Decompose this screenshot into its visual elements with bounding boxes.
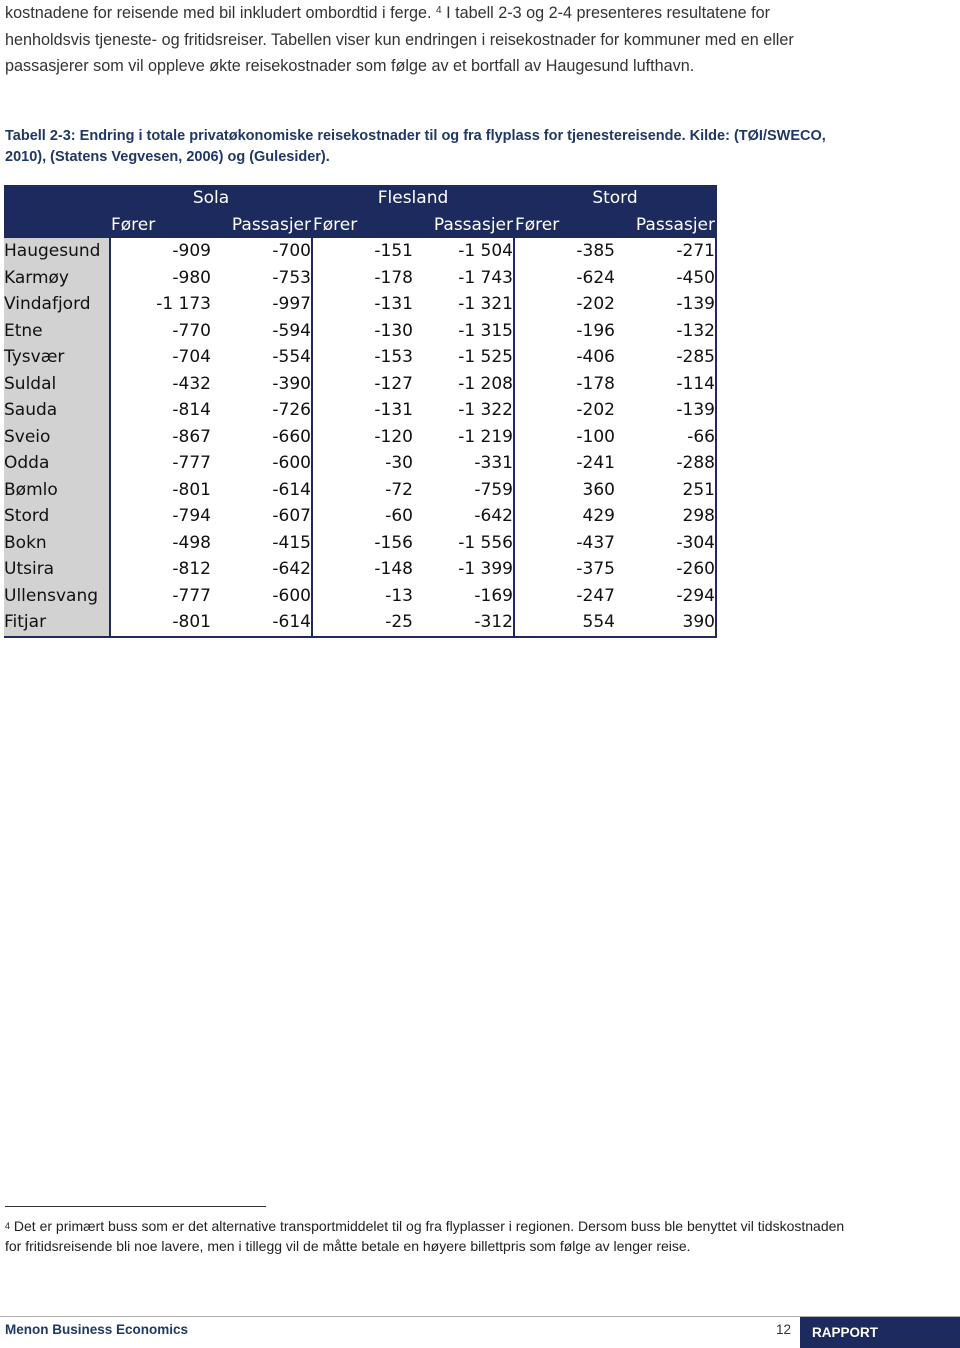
row-label: Suldal — [4, 371, 110, 398]
group-header-stord: Stord — [514, 185, 716, 212]
footer-company: Menon Business Economics — [5, 1322, 189, 1337]
table-cell: -312 — [413, 609, 514, 637]
table-cell: -196 — [514, 318, 615, 345]
sub-header-passenger: Passasjer — [211, 212, 312, 239]
table-cell: -375 — [514, 556, 615, 583]
table-cell: -1 173 — [110, 291, 211, 318]
table-cell: -801 — [110, 609, 211, 637]
table-cell: -294 — [615, 583, 716, 610]
table-row — [4, 477, 716, 504]
table-cell: -139 — [615, 291, 716, 318]
row-label: Sveio — [4, 424, 110, 451]
table-cell: -498 — [110, 530, 211, 557]
table-cell: -13 — [312, 583, 413, 610]
table-cell: -980 — [110, 265, 211, 292]
table-cell: 429 — [514, 503, 615, 530]
table-cell: -1 219 — [458, 426, 513, 447]
table-cell: -704 — [110, 344, 211, 371]
row-label: Bømlo — [4, 477, 110, 504]
row-label: Ullensvang — [4, 583, 110, 610]
table-body — [4, 238, 716, 637]
row-label: Sauda — [4, 397, 110, 424]
sub-header-driver: Fører — [110, 212, 211, 239]
table-cell: -642 — [272, 559, 311, 579]
intro-paragraph — [5, 0, 845, 80]
table-cell: -131 — [312, 397, 413, 424]
table-cell: -304 — [615, 530, 716, 557]
table-cell: -450 — [615, 265, 716, 292]
group-header-flesland: Flesland — [312, 185, 514, 212]
table-cell: -260 — [615, 556, 716, 583]
table-caption: Tabell 2-3: Endring i totale privatøkonomiske reisekostnader til og fra flyplass for tjenestereisende. Kilde: (TØI/SWECO, 2010), (Statens Vegvesen, 2006) og (Gulesider). — [5, 128, 826, 165]
table-cell: -1 315 — [458, 320, 513, 341]
footnote-divider — [5, 1206, 266, 1207]
table-cell: 554 — [514, 609, 615, 637]
table-cell: -241 — [514, 450, 615, 477]
table-row — [4, 609, 716, 637]
table-cell: -1 525 — [458, 347, 513, 367]
table-cell: -777 — [110, 450, 211, 477]
table-cell: -660 — [272, 426, 311, 447]
footnote-text: Det er primært buss som er det alternative transportmiddelet til og fra flyplasser i regionen. Dersom buss ble benyttet vil tidskostnaden for fritidsreisende bli noe lavere, men i tillegg vil de måtte betale en høyere billettpris som følge av lenger reise. — [5, 1218, 845, 1254]
table-cell: -770 — [110, 318, 211, 345]
table-cell: -127 — [312, 371, 413, 398]
table-sub-header-row — [4, 212, 716, 239]
table-row — [4, 583, 716, 610]
table-cell: -406 — [514, 344, 615, 371]
table-cell: -247 — [514, 583, 615, 610]
table-cell: -151 — [312, 238, 413, 265]
table-row — [4, 238, 716, 265]
table-cell: -156 — [312, 530, 413, 557]
table-cell: -1 208 — [458, 373, 513, 394]
table-row — [4, 344, 716, 371]
table-row — [4, 265, 716, 292]
row-label: Etne — [4, 318, 110, 345]
table-cell: -1 399 — [458, 559, 513, 579]
table-cell: -139 — [615, 397, 716, 424]
table-cell: -777 — [110, 583, 211, 610]
cost-change-table — [4, 185, 717, 638]
table-cell: -130 — [312, 318, 413, 345]
table-cell: -909 — [110, 238, 211, 265]
table-cell: -1 556 — [458, 532, 513, 553]
table-cell: -169 — [474, 585, 513, 606]
table-cell: 390 — [615, 609, 716, 637]
row-label: Bokn — [4, 530, 110, 557]
table-cell: -801 — [110, 477, 211, 504]
intro-line-3: passasjerer som vil oppleve økte reisekostnader som følge av et bortfall av Haugesund lufthavn. — [5, 57, 695, 75]
table-cell: -554 — [272, 347, 311, 367]
table-cell: -271 — [615, 238, 716, 265]
footnote — [5, 1216, 845, 1256]
header-corner — [4, 185, 110, 212]
report-badge: RAPPORT — [800, 1317, 960, 1348]
table-cell: -285 — [615, 344, 716, 371]
table-row — [4, 318, 716, 345]
table-cell: -607 — [272, 506, 311, 526]
table-cell: -437 — [514, 530, 615, 557]
table-cell: -100 — [514, 424, 615, 451]
table-cell: -153 — [312, 344, 413, 371]
table-cell: -614 — [272, 479, 311, 500]
row-label: Odda — [4, 450, 110, 477]
intro-text: kostnadene for reisende med bil inkludert ombordtid i ferge. — [5, 4, 432, 22]
table-cell: -390 — [272, 373, 311, 394]
table-cell: -1 504 — [458, 241, 513, 261]
header-corner — [4, 212, 110, 239]
table-cell: -60 — [312, 503, 413, 530]
table-cell: -30 — [312, 450, 413, 477]
table-cell: -1 743 — [458, 267, 513, 288]
intro-text: I tabell 2-3 og 2-4 presenteres resultatene for — [446, 4, 771, 22]
table-cell: -120 — [312, 424, 413, 451]
table-cell: -867 — [110, 424, 211, 451]
table-cell: -614 — [211, 609, 312, 637]
table-cell: 251 — [615, 477, 716, 504]
table-cell: -812 — [110, 556, 211, 583]
table-cell: -132 — [615, 318, 716, 345]
table-cell: -600 — [272, 585, 311, 606]
sub-header-driver: Fører — [312, 212, 413, 239]
table-cell: -594 — [272, 320, 311, 341]
table-row — [4, 503, 716, 530]
sub-header-passenger: Passasjer — [413, 212, 514, 239]
table-cell: -1 322 — [458, 400, 513, 420]
table-cell: -178 — [514, 371, 615, 398]
table-row — [4, 424, 716, 451]
sub-header-driver: Fører — [514, 212, 615, 239]
table-cell: -759 — [474, 479, 513, 500]
table-cell: -1 321 — [458, 294, 513, 314]
row-label: Stord — [4, 503, 110, 530]
table-cell: -66 — [615, 424, 716, 451]
table-cell: -25 — [312, 609, 413, 637]
intro-line-2: henholdsvis tjeneste- og fritidsreiser. Tabellen viser kun endringen i reisekostnader for kommuner med en eller — [5, 30, 794, 49]
table-cell: -202 — [514, 291, 615, 318]
table-cell: -331 — [474, 453, 513, 473]
row-label: Utsira — [4, 556, 110, 583]
page-number: 12 — [776, 1322, 792, 1337]
table-cell: -642 — [474, 506, 513, 526]
footnote-ref[interactable]: 4 — [436, 5, 442, 16]
footnote-marker: 4 — [5, 1221, 11, 1231]
table-group-header-row — [4, 185, 716, 212]
table-cell: -148 — [312, 556, 413, 583]
table-cell: 298 — [615, 503, 716, 530]
table-row — [4, 450, 716, 477]
table-cell: -415 — [272, 532, 311, 553]
sub-header-passenger: Passasjer — [615, 212, 716, 239]
row-label: Haugesund — [4, 238, 110, 265]
table-cell: -131 — [312, 291, 413, 318]
table-row — [4, 530, 716, 557]
group-header-sola: Sola — [110, 185, 312, 212]
table-cell: -202 — [514, 397, 615, 424]
table-cell: -726 — [272, 400, 311, 420]
table-cell: -72 — [312, 477, 413, 504]
table-cell: -700 — [272, 241, 311, 261]
table-cell: -385 — [514, 238, 615, 265]
table-row — [4, 371, 716, 398]
row-label: Vindafjord — [4, 291, 110, 318]
row-label: Tysvær — [4, 344, 110, 371]
table-cell: -178 — [312, 265, 413, 292]
table-cell: -753 — [272, 267, 311, 288]
table-cell: -794 — [110, 503, 211, 530]
table-cell: -624 — [514, 265, 615, 292]
table-row — [4, 397, 716, 424]
row-label: Karmøy — [4, 265, 110, 292]
row-label: Fitjar — [4, 609, 110, 637]
table-cell: 360 — [514, 477, 615, 504]
table-cell: -997 — [272, 294, 311, 314]
table-cell: -114 — [615, 371, 716, 398]
table-cell: -600 — [272, 453, 311, 473]
table-row — [4, 556, 716, 583]
intro-line-1 — [5, 0, 845, 27]
table-cell: -432 — [110, 371, 211, 398]
table-cell: -288 — [615, 450, 716, 477]
table-cell: -814 — [110, 397, 211, 424]
table-row — [4, 291, 716, 318]
